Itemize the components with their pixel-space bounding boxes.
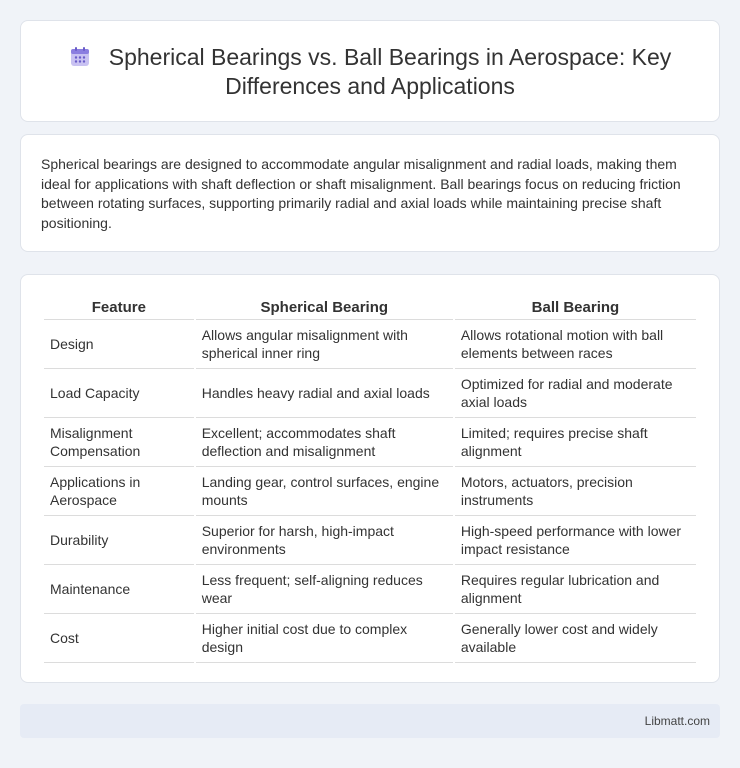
feature-cell: Durability — [44, 516, 194, 565]
spherical-cell: Higher initial cost due to complex design — [196, 614, 453, 663]
comparison-card — [20, 274, 720, 683]
feature-cell: Applications in Aerospace — [44, 467, 194, 516]
table-row — [44, 614, 696, 663]
spherical-cell: Excellent; accommodates shaft deflection and misalignment — [196, 418, 453, 467]
ball-cell: Allows rotational motion with ball elements between races — [455, 320, 696, 369]
intro-paragraph: Spherical bearings are designed to accommodate angular misalignment and radial loads, making them ideal for applications with shaft deflection or shaft misalignment. Ball bearings focus on reducing friction between rotating surfaces, supporting primarily radial and axial loads while maintaining precise shaft positioning. — [41, 156, 681, 231]
page-title: Spherical Bearings vs. Ball Bearings in Aerospace: Key Differences and Applications — [108, 44, 672, 99]
feature-cell: Maintenance — [44, 565, 194, 614]
ball-cell: Limited; requires precise shaft alignment — [455, 418, 696, 467]
page-title-wrap — [21, 43, 719, 101]
table-row — [44, 516, 696, 565]
spherical-cell: Handles heavy radial and axial loads — [196, 369, 453, 418]
table-row — [44, 369, 696, 418]
ball-cell: High-speed performance with lower impact resistance — [455, 516, 696, 565]
footer-bar — [20, 704, 720, 738]
spherical-cell: Landing gear, control surfaces, engine mounts — [196, 467, 453, 516]
feature-cell: Load Capacity — [44, 369, 194, 418]
header-spherical-bearing: Spherical Bearing — [196, 296, 453, 320]
intro-card — [20, 134, 720, 252]
spherical-cell: Less frequent; self-aligning reduces wear — [196, 565, 453, 614]
table-row — [44, 565, 696, 614]
footer-brand-link[interactable]: Libmatt.com — [644, 714, 710, 728]
table-row — [44, 467, 696, 516]
header-ball-bearing: Ball Bearing — [455, 296, 696, 320]
title-card — [20, 20, 720, 122]
ball-cell: Generally lower cost and widely available — [455, 614, 696, 663]
calendar-icon — [69, 46, 91, 68]
ball-cell: Requires regular lubrication and alignment — [455, 565, 696, 614]
spherical-cell: Allows angular misalignment with spherical inner ring — [196, 320, 453, 369]
ball-cell: Motors, actuators, precision instruments — [455, 467, 696, 516]
feature-cell: Cost — [44, 614, 194, 663]
feature-cell: Misalignment Compensation — [44, 418, 194, 467]
spherical-cell: Superior for harsh, high-impact environments — [196, 516, 453, 565]
ball-cell: Optimized for radial and moderate axial loads — [455, 369, 696, 418]
table-row — [44, 320, 696, 369]
table-row — [44, 418, 696, 467]
feature-cell: Design — [44, 320, 194, 369]
header-feature: Feature — [44, 296, 194, 320]
table-header-row — [44, 296, 696, 320]
comparison-table — [42, 296, 698, 663]
